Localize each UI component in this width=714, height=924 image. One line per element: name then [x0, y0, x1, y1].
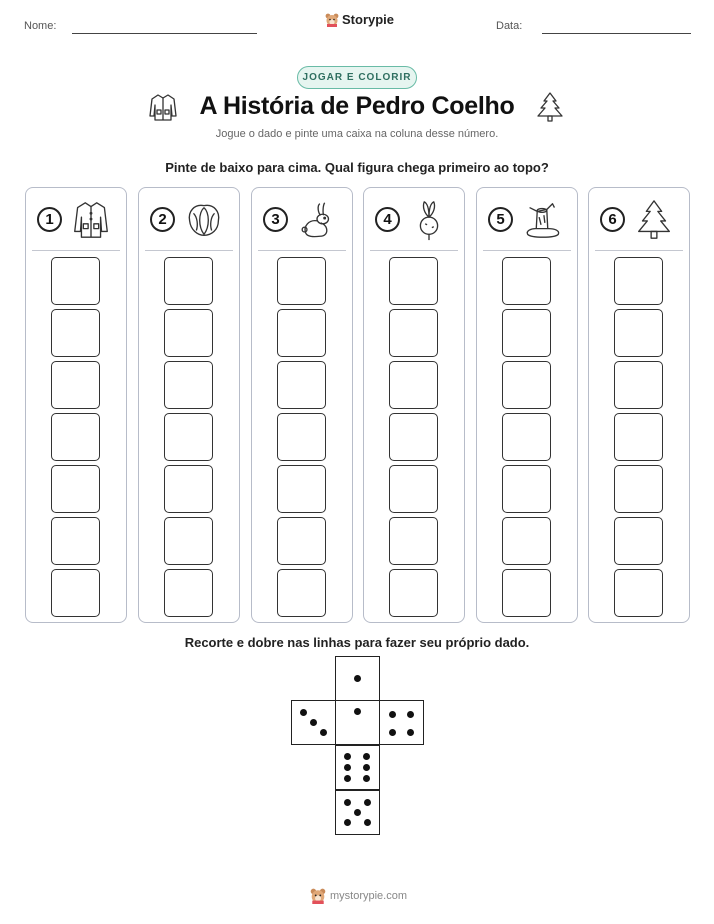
color-box[interactable]	[614, 309, 663, 357]
color-box[interactable]	[277, 361, 326, 409]
die-instruction: Recorte e dobre nas linhas para fazer seu próprio dado.	[184, 635, 530, 650]
die-pip	[344, 819, 351, 826]
footer	[310, 888, 407, 904]
color-box[interactable]	[277, 569, 326, 617]
lettuce-icon	[181, 198, 227, 242]
color-box[interactable]	[164, 465, 213, 513]
activity-badge: JOGAR E COLORIR	[297, 66, 417, 89]
name-label: Nome:	[24, 20, 57, 32]
color-box[interactable]	[51, 517, 100, 565]
color-box[interactable]	[277, 465, 326, 513]
column-divider	[32, 250, 120, 251]
brand-name: Storypie	[342, 12, 395, 27]
pine-tree-icon	[631, 198, 677, 242]
die-pip	[363, 753, 370, 760]
color-box[interactable]	[389, 413, 438, 461]
date-label: Data:	[496, 20, 523, 32]
column-number: 6	[600, 207, 625, 232]
color-box[interactable]	[389, 309, 438, 357]
color-box[interactable]	[277, 257, 326, 305]
column-divider	[370, 250, 458, 251]
color-box[interactable]	[51, 361, 100, 409]
tree-stump-icon	[519, 198, 565, 242]
die-pip	[407, 711, 414, 718]
column-divider	[595, 250, 683, 251]
color-box[interactable]	[164, 361, 213, 409]
footer-url[interactable]: mystorypie.com	[330, 890, 408, 902]
instruction: Pinte de baixo para cima. Qual figura chega primeiro ao topo?	[165, 160, 549, 175]
die-pip	[389, 711, 396, 718]
column-divider	[483, 250, 571, 251]
column-number: 2	[150, 207, 175, 232]
column-5	[476, 187, 578, 623]
color-box[interactable]	[502, 361, 551, 409]
color-box[interactable]	[389, 517, 438, 565]
die-face-3	[291, 700, 336, 745]
column-2	[138, 187, 240, 623]
column-number: 5	[488, 207, 513, 232]
color-box[interactable]	[502, 413, 551, 461]
color-box[interactable]	[277, 517, 326, 565]
color-box[interactable]	[502, 569, 551, 617]
color-box[interactable]	[502, 465, 551, 513]
die-pip	[363, 775, 370, 782]
brand-logo	[325, 12, 394, 27]
die-face-5	[335, 790, 380, 835]
color-box[interactable]	[51, 569, 100, 617]
die-pip	[344, 775, 351, 782]
die-pip	[407, 729, 414, 736]
column-number: 3	[263, 207, 288, 232]
color-box[interactable]	[389, 465, 438, 513]
subtitle: Jogue o dado e pinte uma caixa na coluna desse número.	[215, 128, 499, 140]
radish-icon	[406, 198, 452, 242]
die-pip	[364, 799, 371, 806]
color-box[interactable]	[164, 309, 213, 357]
storypie-bear-icon	[310, 888, 326, 904]
rabbit-icon	[294, 198, 340, 242]
color-box[interactable]	[164, 517, 213, 565]
color-box[interactable]	[614, 517, 663, 565]
die-pip	[320, 729, 327, 736]
die-pip	[300, 709, 307, 716]
color-box[interactable]	[51, 465, 100, 513]
column-4	[363, 187, 465, 623]
color-box[interactable]	[389, 361, 438, 409]
page-title: A História de Pedro Coelho	[199, 92, 515, 120]
color-box[interactable]	[277, 309, 326, 357]
color-box[interactable]	[164, 569, 213, 617]
die-pip	[364, 819, 371, 826]
jacket-icon	[68, 198, 114, 242]
color-box[interactable]	[614, 569, 663, 617]
die-face-6	[335, 745, 380, 790]
die-face-1-center	[335, 700, 380, 745]
color-box[interactable]	[51, 309, 100, 357]
die-pip	[389, 729, 396, 736]
column-divider	[258, 250, 346, 251]
die-pip	[310, 719, 317, 726]
color-box[interactable]	[614, 465, 663, 513]
die-face-1	[335, 656, 380, 701]
die-pip	[344, 753, 351, 760]
column-3	[251, 187, 353, 623]
color-box[interactable]	[51, 413, 100, 461]
column-number: 4	[375, 207, 400, 232]
die-pip	[344, 799, 351, 806]
color-box[interactable]	[164, 257, 213, 305]
color-box[interactable]	[614, 257, 663, 305]
die-pip	[344, 764, 351, 771]
die-pip	[363, 764, 370, 771]
color-box[interactable]	[51, 257, 100, 305]
column-divider	[145, 250, 233, 251]
column-number: 1	[37, 207, 62, 232]
color-box[interactable]	[389, 257, 438, 305]
color-box[interactable]	[277, 413, 326, 461]
color-box[interactable]	[502, 309, 551, 357]
date-line	[542, 33, 691, 34]
die-pip	[354, 809, 361, 816]
column-6	[588, 187, 690, 623]
color-box[interactable]	[614, 361, 663, 409]
color-box[interactable]	[614, 413, 663, 461]
color-box[interactable]	[502, 257, 551, 305]
color-box[interactable]	[389, 569, 438, 617]
die-face-4	[379, 700, 424, 745]
pine-tree-icon	[535, 91, 565, 123]
color-box[interactable]	[164, 413, 213, 461]
die-pip	[354, 675, 361, 682]
color-box[interactable]	[502, 517, 551, 565]
storypie-bear-icon	[325, 13, 339, 27]
column-1	[25, 187, 127, 623]
name-line	[72, 33, 257, 34]
die-pip	[354, 708, 361, 715]
